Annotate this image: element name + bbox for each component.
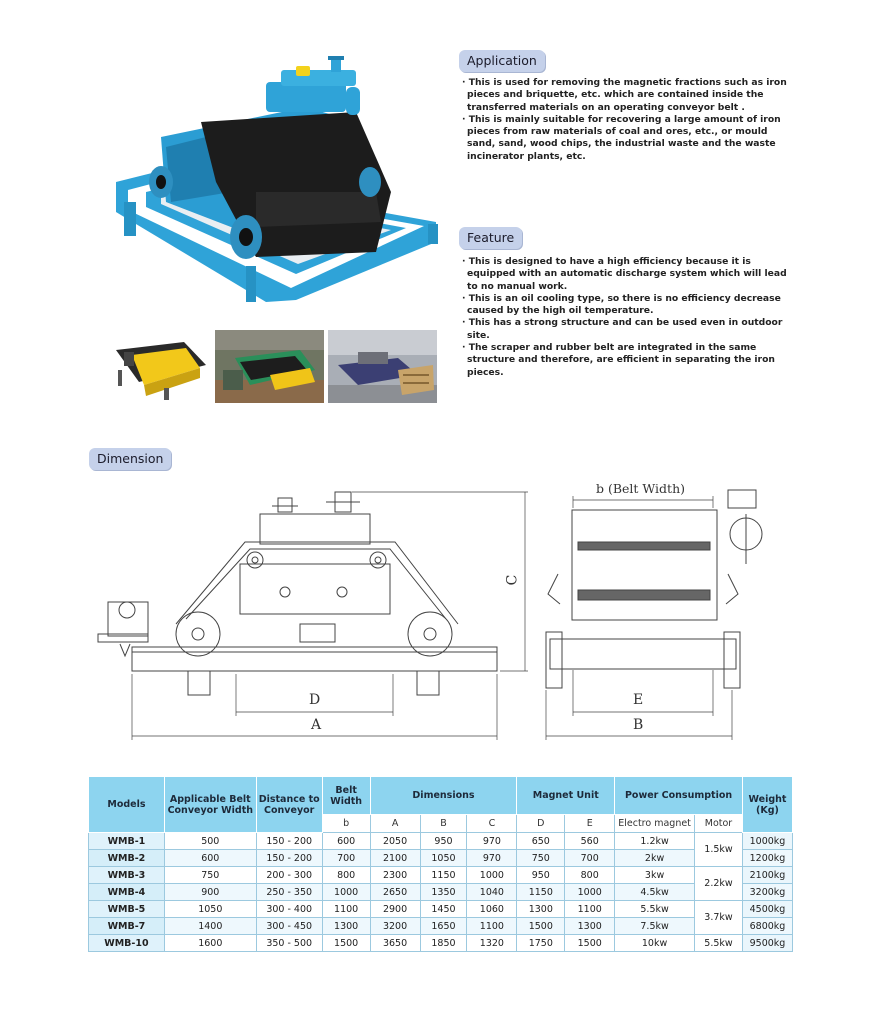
cell-conveyor: 500	[164, 833, 256, 850]
dimension-label-d: D	[309, 692, 321, 708]
cell-a: 2300	[370, 867, 420, 884]
thumbnail-yellow-separator	[104, 330, 210, 403]
cell-distance: 200 - 300	[256, 867, 322, 884]
cell-e: 1000	[565, 884, 615, 901]
cell-conveyor: 1400	[164, 918, 256, 935]
cell-e: 700	[565, 850, 615, 867]
feature-item-3: · This has a strong structure and can be used even in outdoor site.	[462, 317, 783, 341]
header-weight: Weight (Kg)	[742, 777, 792, 833]
cell-motor: 2.2kw	[695, 867, 743, 901]
dimension-label-c: C	[504, 574, 521, 586]
cell-e: 1300	[565, 918, 615, 935]
cell-d: 1500	[517, 918, 565, 935]
cell-c: 1100	[467, 918, 517, 935]
table-row	[89, 833, 793, 850]
cell-e: 1500	[565, 935, 615, 952]
cell-conveyor: 1600	[164, 935, 256, 952]
subheader-electro: Electro magnet	[615, 815, 695, 833]
table-row	[89, 935, 793, 952]
header-distance: Distance to Conveyor	[256, 777, 322, 833]
cell-conveyor: 1050	[164, 901, 256, 918]
cell-a: 2650	[370, 884, 420, 901]
cell-model: WMB-4	[89, 884, 165, 901]
feature-heading: Feature	[459, 227, 522, 249]
cell-electro: 5.5kw	[615, 901, 695, 918]
cell-b: 1850	[420, 935, 467, 952]
feature-item-1: · This is designed to have a high efficiency because it is equipped with an automatic discharge system which will lead to no manual work.	[462, 256, 787, 292]
table-row	[89, 901, 793, 918]
feature-text	[462, 256, 798, 379]
cell-conveyor: 750	[164, 867, 256, 884]
cell-distance: 150 - 200	[256, 833, 322, 850]
subheader-bb: B	[420, 815, 467, 833]
cell-c: 1000	[467, 867, 517, 884]
cell-weight: 1000kg	[742, 833, 792, 850]
dimension-front-view-drawing	[538, 484, 778, 746]
cell-weight: 2100kg	[742, 867, 792, 884]
header-power: Power Consumption	[615, 777, 743, 815]
cell-c: 1040	[467, 884, 517, 901]
cell-a: 2900	[370, 901, 420, 918]
cell-d: 650	[517, 833, 565, 850]
cell-distance: 250 - 350	[256, 884, 322, 901]
cell-weight: 9500kg	[742, 935, 792, 952]
cell-model: WMB-10	[89, 935, 165, 952]
cell-belt: 1300	[322, 918, 370, 935]
cell-e: 560	[565, 833, 615, 850]
cell-electro: 10kw	[615, 935, 695, 952]
cell-model: WMB-1	[89, 833, 165, 850]
cell-a: 3650	[370, 935, 420, 952]
cell-model: WMB-3	[89, 867, 165, 884]
application-text	[462, 77, 798, 163]
cell-electro: 1.2kw	[615, 833, 695, 850]
application-heading: Application	[459, 50, 545, 72]
cell-model: WMB-7	[89, 918, 165, 935]
cell-b: 1350	[420, 884, 467, 901]
cell-distance: 300 - 450	[256, 918, 322, 935]
table-row	[89, 918, 793, 935]
cell-motor: 5.5kw	[695, 935, 743, 952]
dimension-label-e: E	[633, 692, 644, 708]
main-product-image	[106, 52, 451, 310]
cell-e: 1100	[565, 901, 615, 918]
thumbnail-factory-install	[215, 330, 324, 403]
cell-d: 950	[517, 867, 565, 884]
cell-a: 2050	[370, 833, 420, 850]
cell-c: 970	[467, 850, 517, 867]
cell-electro: 7.5kw	[615, 918, 695, 935]
subheader-b: b	[322, 815, 370, 833]
cell-conveyor: 600	[164, 850, 256, 867]
cell-c: 970	[467, 833, 517, 850]
header-belt-width: Belt Width	[322, 777, 370, 815]
cell-d: 1300	[517, 901, 565, 918]
cell-a: 3200	[370, 918, 420, 935]
cell-c: 1320	[467, 935, 517, 952]
cell-belt: 600	[322, 833, 370, 850]
cell-belt: 700	[322, 850, 370, 867]
header-models: Models	[89, 777, 165, 833]
dimension-heading: Dimension	[89, 448, 171, 470]
dimension-label-a: A	[311, 717, 322, 733]
subheader-a: A	[370, 815, 420, 833]
cell-b: 1650	[420, 918, 467, 935]
header-magnet-unit: Magnet Unit	[517, 777, 615, 815]
cell-distance: 150 - 200	[256, 850, 322, 867]
subheader-motor: Motor	[695, 815, 743, 833]
cell-weight: 6800kg	[742, 918, 792, 935]
cell-b: 950	[420, 833, 467, 850]
subheader-c: C	[467, 815, 517, 833]
cell-electro: 2kw	[615, 850, 695, 867]
application-item-2: · This is mainly suitable for recovering a large amount of iron pieces from raw materials of coal and ores, etc., or mould sand, sand, wood chips, the industrial waste and the waste incinerator plants, etc.	[462, 113, 781, 162]
cell-distance: 300 - 400	[256, 901, 322, 918]
cell-conveyor: 900	[164, 884, 256, 901]
cell-b: 1150	[420, 867, 467, 884]
cell-b: 1050	[420, 850, 467, 867]
table-row	[89, 850, 793, 867]
dimension-label-belt-width: b (Belt Width)	[596, 481, 686, 496]
cell-electro: 3kw	[615, 867, 695, 884]
cell-motor: 1.5kw	[695, 833, 743, 867]
cell-weight: 3200kg	[742, 884, 792, 901]
cell-d: 1750	[517, 935, 565, 952]
cell-e: 800	[565, 867, 615, 884]
dimension-label-b: B	[633, 717, 644, 733]
feature-item-2: · This is an oil cooling type, so there is no efficiency decrease caused by the high oil temperature.	[462, 292, 781, 317]
header-applicable-belt: Applicable Belt Conveyor Width	[164, 777, 256, 833]
cell-b: 1450	[420, 901, 467, 918]
cell-model: WMB-2	[89, 850, 165, 867]
cell-belt: 800	[322, 867, 370, 884]
cell-electro: 4.5kw	[615, 884, 695, 901]
cell-weight: 4500kg	[742, 901, 792, 918]
application-item-1: · This is used for removing the magnetic fractions such as iron pieces and briquette, etc. which are contained inside the transferred materials on an operating conveyor belt .	[462, 77, 787, 113]
cell-motor: 3.7kw	[695, 901, 743, 935]
cell-d: 1150	[517, 884, 565, 901]
table-row	[89, 867, 793, 884]
cell-belt: 1000	[322, 884, 370, 901]
thumbnail-workshop	[328, 330, 437, 403]
feature-item-4: · The scraper and rubber belt are integrated in the same structure and therefore, are efficient in separating the iron pieces.	[462, 342, 775, 378]
cell-a: 2100	[370, 850, 420, 867]
cell-distance: 350 - 500	[256, 935, 322, 952]
subheader-d: D	[517, 815, 565, 833]
cell-c: 1060	[467, 901, 517, 918]
cell-model: WMB-5	[89, 901, 165, 918]
cell-weight: 1200kg	[742, 850, 792, 867]
header-dimensions: Dimensions	[370, 777, 517, 815]
table-row	[89, 884, 793, 901]
cell-belt: 1500	[322, 935, 370, 952]
cell-d: 750	[517, 850, 565, 867]
spec-table	[88, 776, 793, 952]
cell-belt: 1100	[322, 901, 370, 918]
subheader-e: E	[565, 815, 615, 833]
